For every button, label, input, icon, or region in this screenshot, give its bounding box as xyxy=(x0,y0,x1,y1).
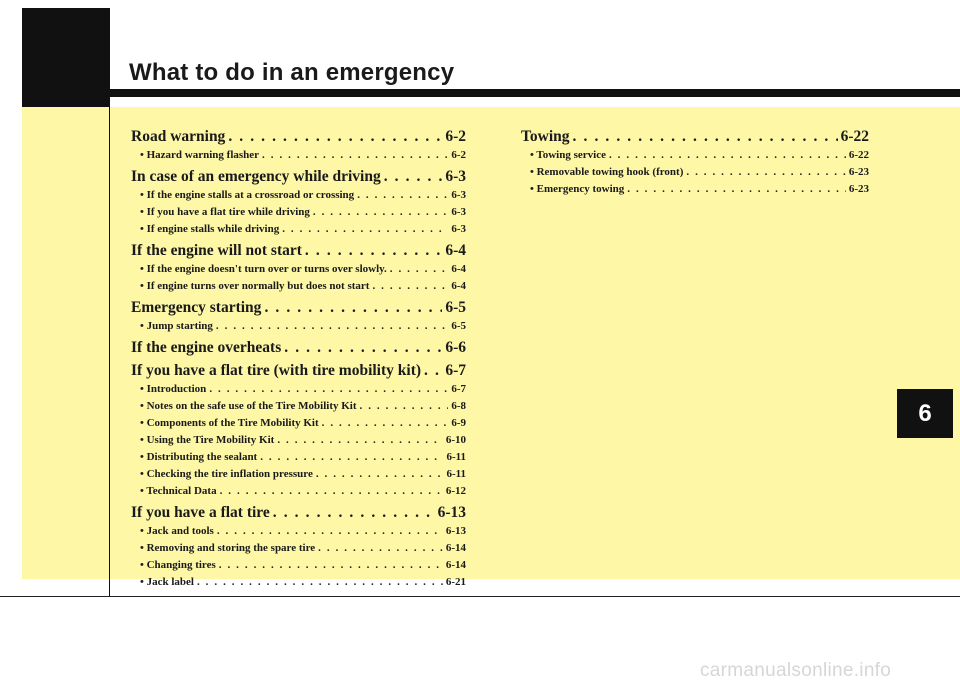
toc-entry-label: • Notes on the safe use of the Tire Mobility Kit xyxy=(140,400,357,412)
toc-entry-page: 6-3 xyxy=(445,168,466,185)
toc-entry-page: 6-4 xyxy=(451,263,466,275)
toc-leader-dots xyxy=(264,298,442,318)
toc-entry-page: 6-13 xyxy=(437,504,466,521)
header-rule xyxy=(109,89,960,97)
toc-subentry[interactable] xyxy=(131,261,466,278)
toc-entry-label: If you have a flat tire (with tire mobility kit) xyxy=(131,362,422,379)
toc-entry-page: 6-21 xyxy=(445,576,466,588)
toc-entry-label: • Changing tires xyxy=(140,559,216,571)
watermark-text: carmanualsonline.info xyxy=(700,660,892,681)
toc-entry-page: 6-5 xyxy=(445,299,466,316)
toc-column-left xyxy=(131,124,466,591)
toc-section-entry[interactable] xyxy=(131,167,466,187)
toc-section-entry[interactable] xyxy=(131,241,466,261)
toc-subentry[interactable] xyxy=(131,204,466,221)
toc-entry-page: 6-5 xyxy=(451,320,466,332)
toc-entry-label: • Removable towing hook (front) xyxy=(530,166,684,178)
toc-subentry[interactable] xyxy=(131,381,466,398)
toc-entry-page: 6-8 xyxy=(451,400,466,412)
toc-subentry[interactable] xyxy=(521,164,869,181)
toc-leader-dots xyxy=(424,361,442,381)
toc-leader-dots xyxy=(217,523,443,540)
toc-leader-dots xyxy=(627,181,846,198)
toc-entry-page: 6-3 xyxy=(451,206,466,218)
toc-entry-label: If the engine overheats xyxy=(131,339,282,356)
toc-leader-dots xyxy=(313,204,448,221)
toc-entry-label: • Hazard warning flasher xyxy=(140,149,260,161)
footer-rule xyxy=(0,596,960,597)
toc-entry-label: • Emergency towing xyxy=(530,183,625,195)
toc-entry-label: • If engine turns over normally but does not start xyxy=(140,280,370,292)
toc-entry-label: • If the engine stalls at a crossroad or crossing xyxy=(140,189,355,201)
toc-leader-dots xyxy=(260,449,443,466)
toc-entry-label: Emergency starting xyxy=(131,299,262,316)
toc-subentry[interactable] xyxy=(131,415,466,432)
toc-entry-page: 6-23 xyxy=(848,183,869,195)
toc-subentry[interactable] xyxy=(131,221,466,238)
toc-entry-label: • If the engine doesn't turn over or turns over slowly. xyxy=(140,263,387,275)
toc-column-right xyxy=(521,124,869,198)
toc-entry-label: • If engine stalls while driving xyxy=(140,223,280,235)
toc-entry-label: • Jump starting xyxy=(140,320,213,332)
toc-leader-dots xyxy=(360,398,449,415)
toc-entry-page: 6-22 xyxy=(840,128,869,145)
toc-leader-dots xyxy=(384,167,443,187)
toc-entry-label: • Checking the tire inflation pressure xyxy=(140,468,313,480)
toc-entry-page: 6-3 xyxy=(451,189,466,201)
toc-subentry[interactable] xyxy=(131,466,466,483)
toc-entry-page: 6-11 xyxy=(446,468,466,480)
toc-entry-page: 6-7 xyxy=(451,383,466,395)
toc-section-entry[interactable] xyxy=(131,338,466,358)
toc-subentry[interactable] xyxy=(131,574,466,591)
toc-entry-label: If the engine will not start xyxy=(131,242,302,259)
toc-leader-dots xyxy=(284,338,442,358)
toc-leader-dots xyxy=(573,127,838,147)
toc-entry-label: • Using the Tire Mobility Kit xyxy=(140,434,275,446)
toc-entry-label: • Jack label xyxy=(140,576,194,588)
toc-entry-page: 6-22 xyxy=(848,149,869,161)
toc-entry-label: Road warning xyxy=(131,128,226,145)
toc-subentry[interactable] xyxy=(131,432,466,449)
toc-entry-page: 6-13 xyxy=(445,525,466,537)
toc-entry-page: 6-10 xyxy=(445,434,466,446)
toc-section-entry[interactable] xyxy=(131,127,466,147)
toc-leader-dots xyxy=(277,432,442,449)
toc-entry-page: 6-6 xyxy=(445,339,466,356)
toc-entry-page: 6-9 xyxy=(451,417,466,429)
toc-subentry[interactable] xyxy=(521,147,869,164)
toc-subentry[interactable] xyxy=(131,187,466,204)
toc-leader-dots xyxy=(219,557,443,574)
toc-entry-page: 6-11 xyxy=(446,451,466,463)
toc-entry-page: 6-3 xyxy=(451,223,466,235)
toc-subentry[interactable] xyxy=(131,449,466,466)
toc-entry-page: 6-12 xyxy=(445,485,466,497)
toc-entry-label: • Components of the Tire Mobility Kit xyxy=(140,417,319,429)
toc-leader-dots xyxy=(390,261,449,278)
toc-entry-label: • Distributing the sealant xyxy=(140,451,258,463)
toc-entry-label: • Removing and storing the spare tire xyxy=(140,542,316,554)
toc-entry-label: • If you have a flat tire while driving xyxy=(140,206,310,218)
toc-leader-dots xyxy=(220,483,443,500)
toc-subentry[interactable] xyxy=(131,318,466,335)
toc-subentry[interactable] xyxy=(131,523,466,540)
toc-entry-page: 6-23 xyxy=(848,166,869,178)
toc-leader-dots xyxy=(209,381,448,398)
toc-subentry[interactable] xyxy=(131,540,466,557)
toc-leader-dots xyxy=(609,147,846,164)
toc-section-entry[interactable] xyxy=(521,127,869,147)
toc-entry-page: 6-4 xyxy=(445,242,466,259)
corner-black-block xyxy=(22,8,109,108)
toc-section-entry[interactable] xyxy=(131,361,466,381)
toc-section-entry[interactable] xyxy=(131,503,466,523)
toc-entry-page: 6-14 xyxy=(445,559,466,571)
toc-leader-dots xyxy=(316,466,444,483)
toc-entry-page: 6-14 xyxy=(445,542,466,554)
toc-subentry[interactable] xyxy=(131,557,466,574)
toc-leader-dots xyxy=(282,221,448,238)
toc-leader-dots xyxy=(686,164,845,181)
toc-entry-label: In case of an emergency while driving xyxy=(131,168,381,185)
toc-entry-label: • Introduction xyxy=(140,383,207,395)
toc-section-entry[interactable] xyxy=(131,298,466,318)
toc-entry-page: 6-2 xyxy=(451,149,466,161)
toc-entry-label: • Jack and tools xyxy=(140,525,214,537)
toc-leader-dots xyxy=(273,503,435,523)
toc-leader-dots xyxy=(305,241,442,261)
toc-leader-dots xyxy=(357,187,448,204)
toc-entry-page: 6-4 xyxy=(451,280,466,292)
toc-entry-page: 6-7 xyxy=(445,362,466,379)
margin-vertical-rule xyxy=(109,8,110,597)
toc-subentry[interactable] xyxy=(131,147,466,164)
toc-entry-page: 6-2 xyxy=(445,128,466,145)
toc-subentry[interactable] xyxy=(521,181,869,198)
toc-leader-dots xyxy=(197,574,443,591)
toc-leader-dots xyxy=(216,318,448,335)
toc-subentry[interactable] xyxy=(131,398,466,415)
toc-entry-label: If you have a flat tire xyxy=(131,504,270,521)
toc-entry-label: • Towing service xyxy=(530,149,606,161)
toc-leader-dots xyxy=(322,415,449,432)
toc-leader-dots xyxy=(372,278,448,295)
toc-subentry[interactable] xyxy=(131,483,466,500)
chapter-tab[interactable]: 6 xyxy=(897,389,953,438)
toc-leader-dots xyxy=(228,127,442,147)
page-title: What to do in an emergency xyxy=(129,59,455,86)
toc-subentry[interactable] xyxy=(131,278,466,295)
toc-entry-label: Towing xyxy=(521,128,570,145)
toc-entry-label: • Technical Data xyxy=(140,485,217,497)
toc-leader-dots xyxy=(262,147,448,164)
toc-leader-dots xyxy=(318,540,443,557)
